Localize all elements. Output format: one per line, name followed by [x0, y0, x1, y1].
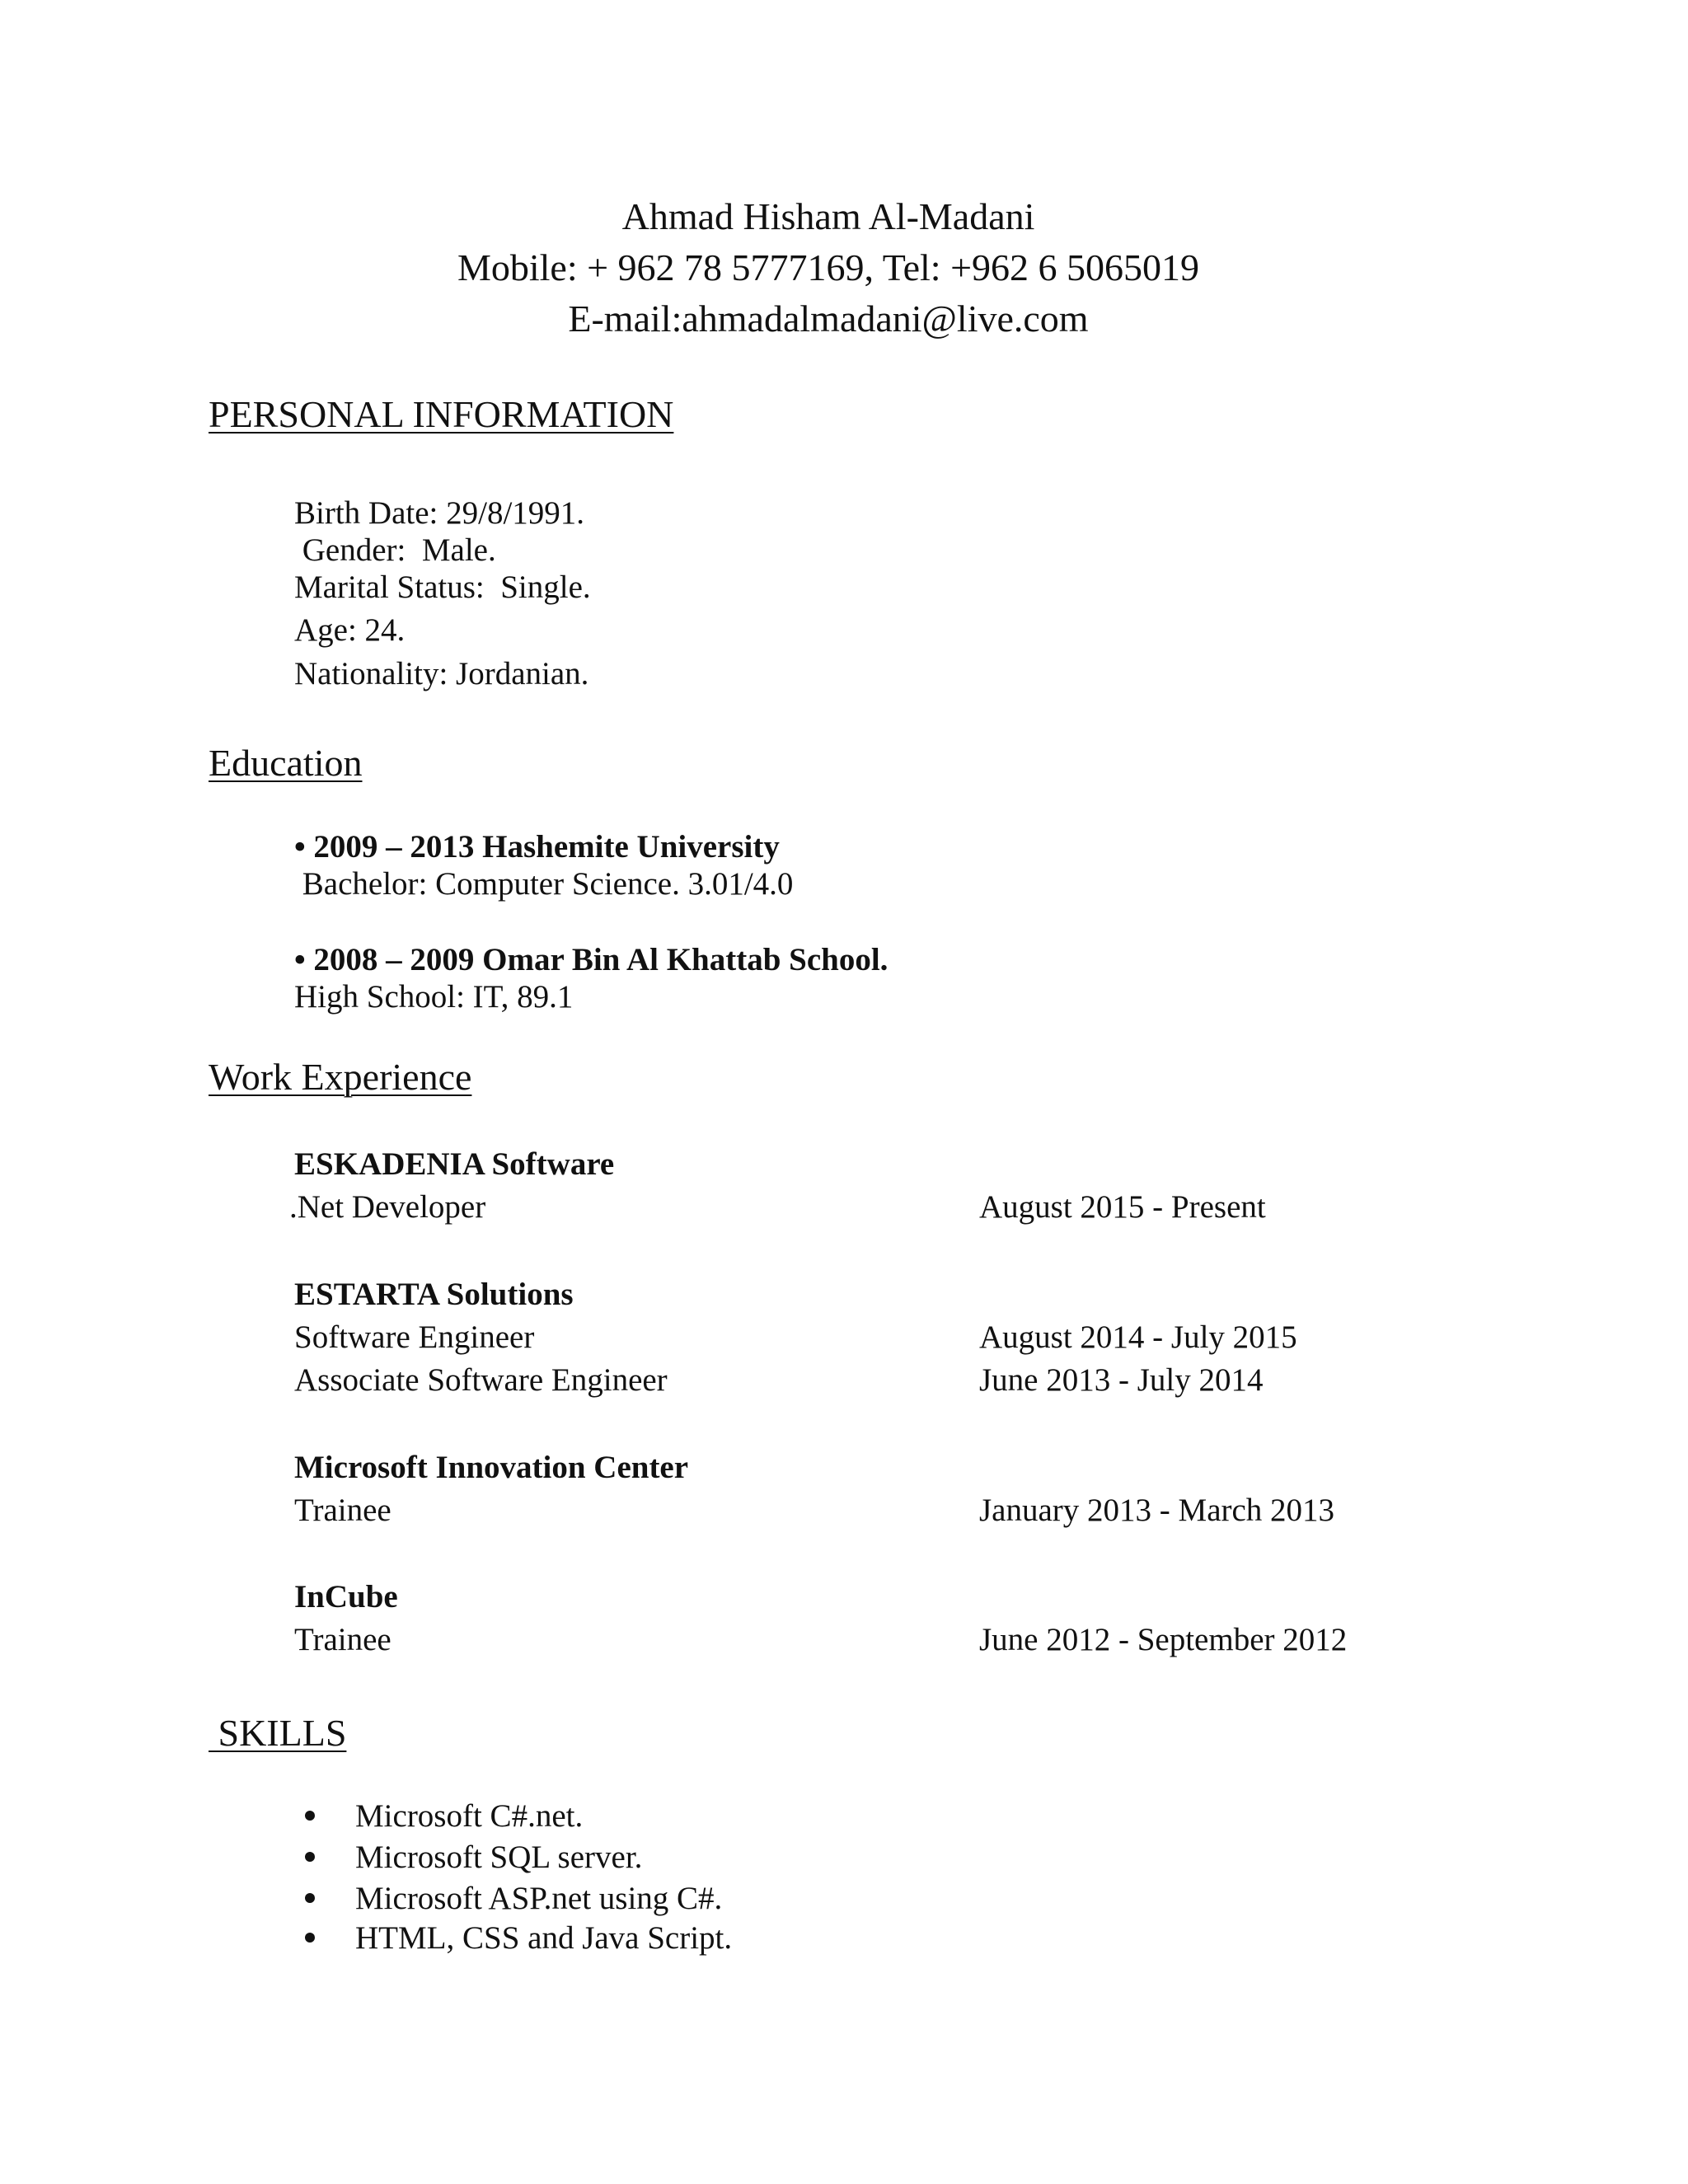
contact-email: E-mail:ahmadalmadani@live.com	[568, 298, 1089, 340]
company-name: Microsoft Innovation Center	[294, 1450, 689, 1485]
bullet-icon	[305, 1933, 315, 1943]
company-name: InCube	[294, 1579, 398, 1615]
education-item-heading: • 2008 – 2009 Omar Bin Al Khattab School.	[294, 942, 889, 977]
skill-item: Microsoft ASP.net using C#.	[355, 1881, 723, 1916]
education-heading: Education	[209, 742, 363, 784]
job-dates: August 2015 - Present	[979, 1189, 1266, 1225]
gender: Gender: Male.	[294, 532, 496, 568]
candidate-name: Ahmad Hisham Al-Madani	[621, 195, 1035, 237]
marital-status: Marital Status: Single.	[294, 569, 591, 605]
job-role: Associate Software Engineer	[294, 1362, 668, 1398]
job-dates: June 2013 - July 2014	[979, 1362, 1264, 1398]
job-role: Trainee	[294, 1493, 392, 1528]
birth-date: Birth Date: 29/8/1991.	[294, 495, 585, 531]
job-role: Software Engineer	[294, 1319, 535, 1355]
bullet-icon	[305, 1811, 315, 1821]
education-item-detail: High School: IT, 89.1	[294, 979, 574, 1015]
skill-item: Microsoft C#.net.	[355, 1798, 584, 1834]
skills-heading: SKILLS	[209, 1712, 347, 1754]
skill-item: HTML, CSS and Java Script.	[355, 1920, 733, 1956]
nationality: Nationality: Jordanian.	[294, 656, 589, 691]
job-dates: August 2014 - July 2015	[979, 1319, 1297, 1355]
job-role: .Net Developer	[289, 1189, 486, 1225]
contact-phones: Mobile: + 962 78 5777169, Tel: +962 6 5065019	[457, 246, 1200, 288]
bullet-icon	[305, 1893, 315, 1903]
skill-item: Microsoft SQL server.	[355, 1840, 643, 1875]
bullet-icon	[305, 1852, 315, 1862]
education-item-detail: Bachelor: Computer Science. 3.01/4.0	[294, 866, 794, 902]
personal-information-heading: PERSONAL INFORMATION	[209, 393, 674, 435]
job-dates: June 2012 - September 2012	[979, 1622, 1348, 1657]
job-dates: January 2013 - March 2013	[979, 1493, 1335, 1528]
age: Age: 24.	[294, 612, 406, 648]
company-name: ESTARTA Solutions	[294, 1277, 574, 1312]
job-role: Trainee	[294, 1622, 392, 1657]
education-item-heading: • 2009 – 2013 Hashemite University	[294, 829, 780, 865]
work-experience-heading: Work Experience	[209, 1056, 472, 1098]
company-name: ESKADENIA Software	[294, 1146, 615, 1182]
